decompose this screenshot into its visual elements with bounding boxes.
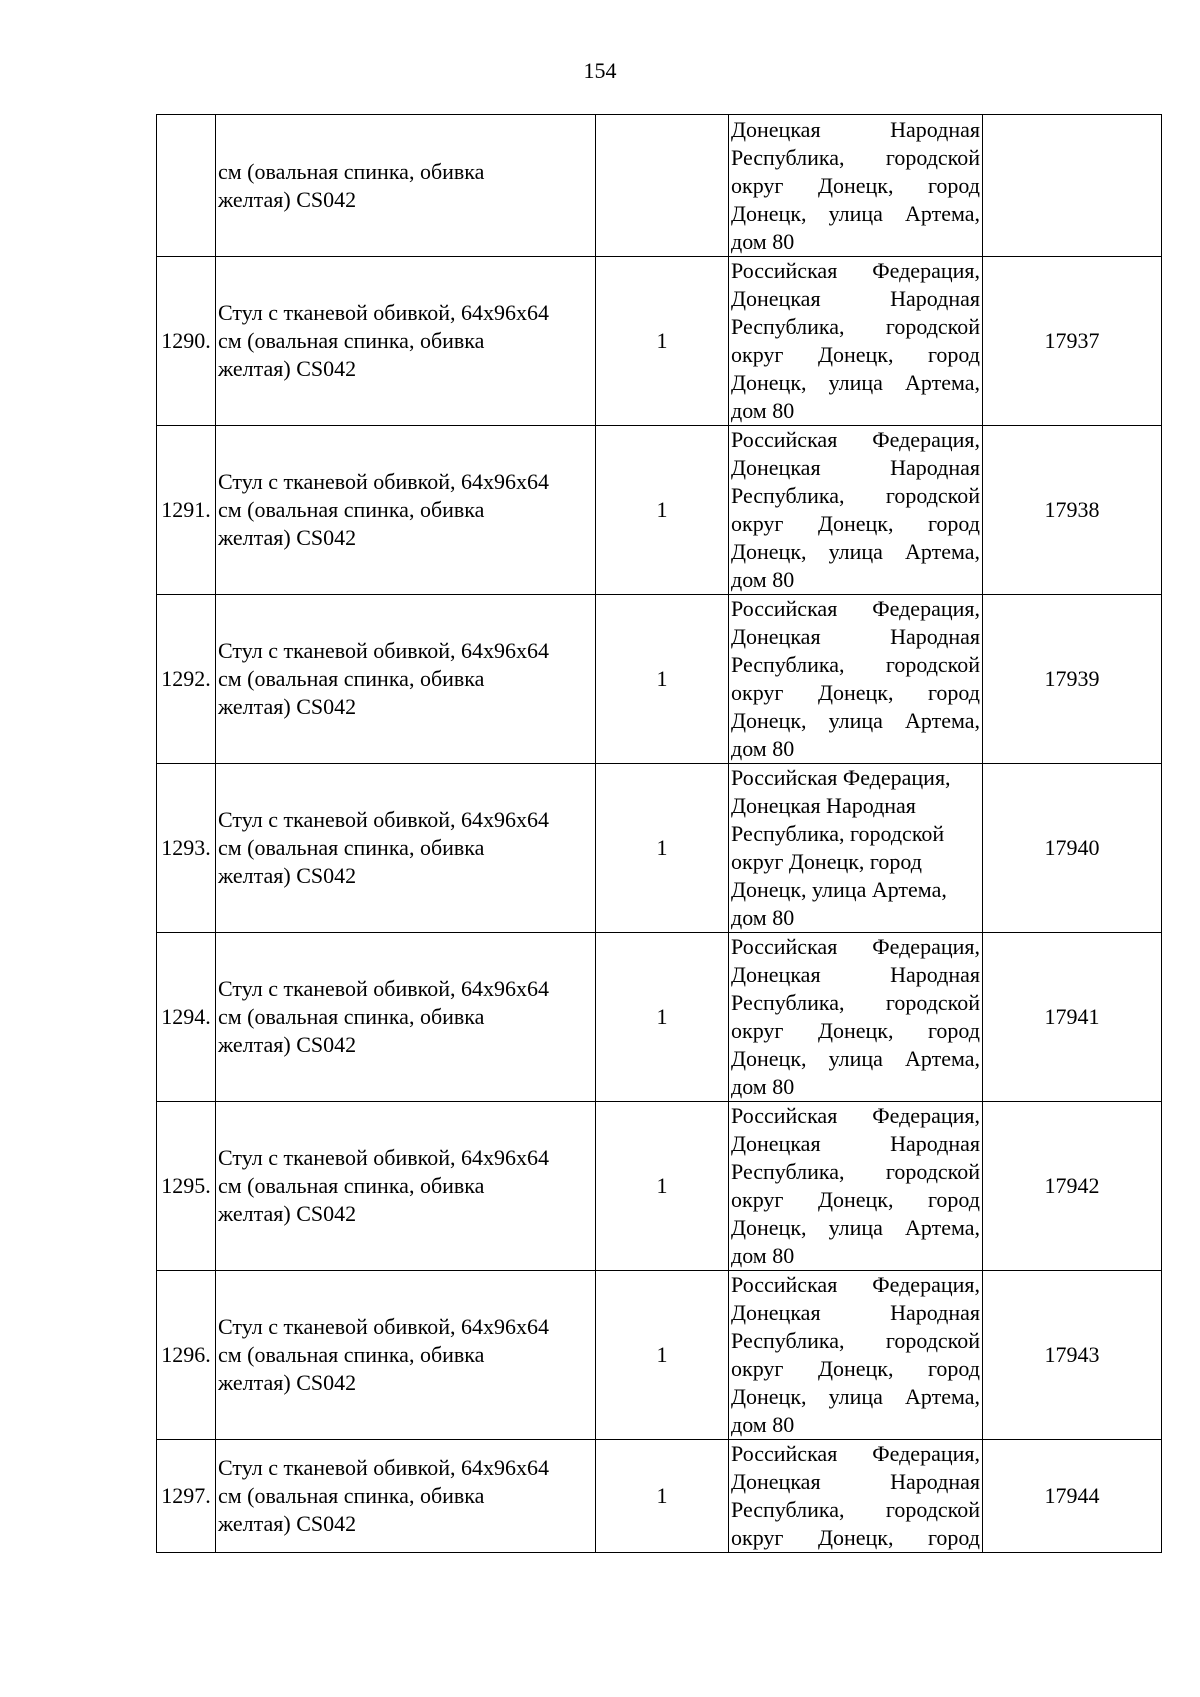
address-cell (729, 933, 983, 1102)
address-line: Республика, городской (731, 314, 980, 339)
address-cell (729, 1102, 983, 1271)
table-row (157, 1440, 1162, 1553)
item-name-cell (216, 257, 596, 426)
address-line: дом 80 (731, 1243, 795, 1268)
address-cell (729, 115, 983, 257)
item-name-line: желтая) CS042 (218, 1511, 357, 1536)
address-line: Республика, городской (731, 990, 980, 1015)
item-name-cell (216, 933, 596, 1102)
row-number-cell: 1290. (157, 257, 216, 426)
address-line: Донецкая Народная (731, 624, 980, 649)
inventory-number-cell (983, 115, 1162, 257)
address-line: Республика, городской (731, 821, 945, 846)
address-line: Республика, городской (731, 1328, 980, 1353)
quantity-cell: 1 (596, 933, 729, 1102)
item-name-line: см (овальная спинка, обивка (218, 666, 485, 691)
item-name-line: желтая) CS042 (218, 356, 357, 381)
table-row (157, 933, 1162, 1102)
item-name-line: см (овальная спинка, обивка (218, 328, 485, 353)
address-line: Российская Федерация, (731, 1441, 980, 1466)
address-line: Донецк, улица Артема, (731, 1215, 980, 1240)
quantity-cell: 1 (596, 1440, 729, 1553)
inventory-number-cell: 17942 (983, 1102, 1162, 1271)
address-line: Донецк, улица Артема, (731, 200, 980, 226)
item-name-line: см (овальная спинка, обивка (218, 835, 485, 860)
quantity-cell: 1 (596, 257, 729, 426)
address-line: Республика, городской (731, 652, 980, 677)
address-line: дом 80 (731, 567, 795, 592)
address-line: Российская Федерация, (731, 765, 951, 790)
item-name-line: желтая) CS042 (218, 1201, 357, 1226)
item-name-line: см (овальная спинка, обивка (218, 1483, 485, 1508)
item-name-cell (216, 764, 596, 933)
address-line: Донецкая Народная (731, 286, 980, 311)
address-line: Российская Федерация, (731, 1103, 980, 1128)
row-number-cell: 1291. (157, 426, 216, 595)
address-cell (729, 426, 983, 595)
address-line: Российская Федерация, (731, 427, 980, 452)
item-name-line: желтая) CS042 (218, 525, 357, 550)
row-number-cell: 1297. (157, 1440, 216, 1553)
item-name-cell (216, 1102, 596, 1271)
address-line: Донецкая Народная (731, 1469, 980, 1494)
address-cell (729, 257, 983, 426)
address-cell (729, 1271, 983, 1440)
item-name-cell (216, 426, 596, 595)
table-row (157, 257, 1162, 426)
address-line: Донецкая Народная (731, 793, 916, 818)
inventory-number-cell: 17937 (983, 257, 1162, 426)
address-line: Республика, городской (731, 483, 980, 508)
address-line: дом 80 (731, 1074, 795, 1099)
item-name-line: Стул с тканевой обивкой, 64x96x64 (218, 638, 549, 663)
address-line: Донецкая Народная (731, 1300, 980, 1325)
quantity-cell: 1 (596, 1271, 729, 1440)
table-row (157, 426, 1162, 595)
address-line: дом 80 (731, 736, 795, 761)
item-name-line: см (овальная спинка, обивка (218, 1004, 485, 1029)
inventory-number-cell: 17938 (983, 426, 1162, 595)
address-line: округ Донецк, город (731, 1525, 980, 1550)
table-row (157, 115, 1162, 257)
address-line: дом 80 (731, 228, 795, 254)
item-name-line: Стул с тканевой обивкой, 64x96x64 (218, 1145, 549, 1170)
address-line: Республика, городской (731, 144, 980, 170)
item-name-line: см (овальная спинка, обивка (218, 1342, 485, 1367)
address-line: Донецк, улица Артема, (731, 1384, 980, 1409)
quantity-cell: 1 (596, 426, 729, 595)
address-line: округ Донецк, город (731, 1187, 980, 1212)
address-line: Донецкая Народная (731, 962, 980, 987)
row-number-cell: 1296. (157, 1271, 216, 1440)
item-name-line: желтая) CS042 (218, 1032, 357, 1057)
address-line: округ Донецк, город (731, 680, 980, 705)
item-name-cell (216, 115, 596, 257)
inventory-table-body (157, 115, 1162, 1553)
address-line: Российская Федерация, (731, 596, 980, 621)
address-line: Донецкая Народная (731, 455, 980, 480)
item-name-line: желтая) CS042 (218, 863, 357, 888)
address-line: Российская Федерация, (731, 1272, 980, 1297)
item-name-line: Стул с тканевой обивкой, 64x96x64 (218, 469, 549, 494)
inventory-number-cell: 17940 (983, 764, 1162, 933)
item-name-line: Стул с тканевой обивкой, 64x96x64 (218, 300, 549, 325)
row-number-cell: 1294. (157, 933, 216, 1102)
table-row (157, 764, 1162, 933)
address-line: Донецк, улица Артема, (731, 1046, 980, 1071)
inventory-number-cell: 17941 (983, 933, 1162, 1102)
quantity-cell: 1 (596, 1102, 729, 1271)
row-number-cell: 1295. (157, 1102, 216, 1271)
address-line: Донецк, улица Артема, (731, 539, 980, 564)
address-cell (729, 764, 983, 933)
row-number-cell (157, 115, 216, 257)
address-line: дом 80 (731, 905, 795, 930)
item-name-line: см (овальная спинка, обивка (218, 158, 485, 184)
address-line: дом 80 (731, 1412, 795, 1437)
address-line: округ Донецк, город (731, 1356, 980, 1381)
address-line: Республика, городской (731, 1159, 980, 1184)
item-name-line: желтая) CS042 (218, 1370, 357, 1395)
address-line: Донецкая Народная (731, 1131, 980, 1156)
item-name-line: желтая) CS042 (218, 694, 357, 719)
address-cell (729, 1440, 983, 1553)
item-name-line: см (овальная спинка, обивка (218, 497, 485, 522)
address-line: дом 80 (731, 398, 795, 423)
address-line: Донецкая Народная (731, 116, 980, 142)
item-name-line: Стул с тканевой обивкой, 64x96x64 (218, 807, 549, 832)
item-name-line: Стул с тканевой обивкой, 64x96x64 (218, 976, 549, 1001)
address-cell (729, 595, 983, 764)
quantity-cell: 1 (596, 764, 729, 933)
table-row (157, 1271, 1162, 1440)
row-number-cell: 1292. (157, 595, 216, 764)
address-line: округ Донецк, город (731, 511, 980, 536)
inventory-table (156, 114, 1162, 1553)
address-line: Донецк, улица Артема, (731, 370, 980, 395)
item-name-line: желтая) CS042 (218, 186, 357, 212)
inventory-number-cell: 17944 (983, 1440, 1162, 1553)
item-name-cell (216, 1440, 596, 1553)
item-name-line: Стул с тканевой обивкой, 64x96x64 (218, 1455, 549, 1480)
page-number: 154 (583, 58, 617, 83)
table-row (157, 595, 1162, 764)
item-name-cell (216, 595, 596, 764)
inventory-number-cell: 17939 (983, 595, 1162, 764)
address-line: Донецк, улица Артема, (731, 877, 947, 902)
address-line: Российская Федерация, (731, 934, 980, 959)
row-number-cell: 1293. (157, 764, 216, 933)
item-name-line: Стул с тканевой обивкой, 64x96x64 (218, 1314, 549, 1339)
quantity-cell: 1 (596, 595, 729, 764)
address-line: округ Донецк, город (731, 172, 980, 198)
inventory-number-cell: 17943 (983, 1271, 1162, 1440)
address-line: Российская Федерация, (731, 258, 980, 283)
address-line: Республика, городской (731, 1497, 980, 1522)
item-name-line: см (овальная спинка, обивка (218, 1173, 485, 1198)
address-line: округ Донецк, город (731, 1018, 980, 1043)
table-row (157, 1102, 1162, 1271)
item-name-cell (216, 1271, 596, 1440)
address-line: Донецк, улица Артема, (731, 708, 980, 733)
address-line: округ Донецк, город (731, 849, 922, 874)
address-line: округ Донецк, город (731, 342, 980, 367)
quantity-cell (596, 115, 729, 257)
